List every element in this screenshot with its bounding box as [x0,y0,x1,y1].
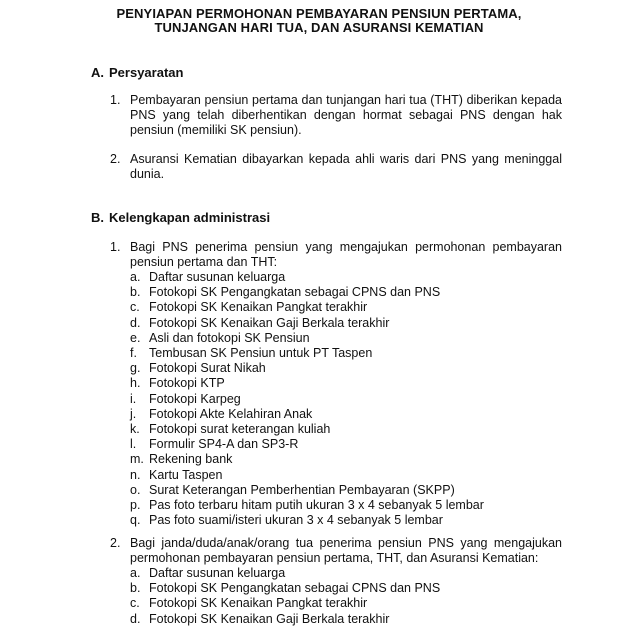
sublist-text: Fotokopi KTP [149,376,225,391]
sublist-letter: d. [130,315,141,330]
section-a-item-2 [110,152,562,182]
sublist-item [130,407,312,422]
sublist-item [130,392,241,407]
sublist-text: Surat Keterangan Pemberhentian Pembayaran (SKPP) [149,482,455,497]
sublist-letter: i. [130,391,137,406]
sublist-item [130,581,440,596]
sublist-text: Pas foto suami/isteri ukuran 3 x 4 sebanyak 5 lembar [149,513,443,528]
sublist-letter: k. [130,422,140,436]
section-a-heading [91,65,183,80]
sublist-letter: h. [130,376,141,391]
sublist-letter: o. [130,482,141,497]
section-b-item-1 [110,240,562,270]
sublist-letter: e. [130,330,141,345]
section-b-item-2 [110,536,562,566]
sublist-letter: f. [130,346,137,360]
item-text: Asuransi Kematian dibayarkan kepada ahli waris dari PNS yang meninggal dunia. [130,152,562,181]
sublist-item [130,285,440,300]
sublist-letter: g. [130,361,141,376]
item-number: 2. [110,536,121,550]
sublist-text: Daftar susunan keluarga [149,270,286,284]
sublist-item [130,513,443,528]
sublist-text: Fotokopi SK Pengangkatan sebagai CPNS dan PNS [149,581,441,596]
sublist-item [130,612,389,627]
sublist-letter: c. [130,300,140,315]
section-b-letter: B. [91,210,104,225]
sublist-item [130,376,225,391]
section-a-letter: A. [91,65,104,80]
sublist-text: Fotokopi SK Kenaikan Pangkat terakhir [149,300,368,315]
sublist-letter: j. [130,406,137,421]
sublist-item [130,361,266,376]
sublist-text: Fotokopi SK Kenaikan Pangkat terakhir [149,596,368,611]
sublist-text: Formulir SP4-A dan SP3-R [149,437,299,452]
sublist-letter: m. [130,452,144,467]
sublist-item [130,300,367,315]
sublist-text: Fotokopi Karpeg [149,391,241,406]
sublist-text: Rekening bank [149,452,233,467]
item-number: 2. [110,152,121,166]
sublist-item [130,437,298,452]
section-b-heading [91,210,270,225]
sublist-text: Fotokopi Surat Nikah [149,361,266,376]
sublist-text: Fotokopi SK Kenaikan Gaji Berkala terakhir [149,611,390,626]
sublist-letter: c. [130,596,140,611]
sublist-item [130,483,455,498]
sublist-item [130,331,310,346]
sublist-letter: p. [130,498,141,512]
sublist-item [130,346,372,361]
sublist-text: Asli dan fotokopi SK Pensiun [149,330,310,345]
sublist-text: Fotokopi SK Kenaikan Gaji Berkala terakhir [149,315,390,330]
document-title-line1: PENYIAPAN PERMOHONAN PEMBAYARAN PENSIUN PERTAMA, [116,6,522,21]
sublist-text: Fotokopi surat keterangan kuliah [149,422,331,436]
item-text: Bagi PNS penerima pensiun yang mengajukan permohonan pembayaran pensiun pertama dan THT: [130,240,562,269]
sublist-letter: l. [130,437,137,452]
sublist-letter: d. [130,611,141,626]
sublist-letter: q. [130,513,141,528]
sublist-item [130,316,389,331]
document-title-line2: TUNJANGAN HARI TUA, DAN ASURANSI KEMATIAN [154,20,484,35]
item-number: 1. [110,240,121,254]
sublist-item [130,270,285,285]
sublist-item [130,422,330,437]
sublist-letter: b. [130,581,141,596]
sublist-letter: n. [130,467,141,482]
sublist-text: Daftar susunan keluarga [149,566,286,580]
section-b-title: Kelengkapan administrasi [109,210,271,225]
sublist-letter: b. [130,285,141,300]
sublist-item [130,566,285,581]
sublist-text: Fotokopi Akte Kelahiran Anak [149,406,313,421]
sublist-item [130,596,367,611]
sublist-item [130,452,232,467]
sublist-letter: a. [130,270,141,284]
sublist-item [130,498,484,513]
section-a-title: Persyaratan [109,65,184,80]
item-number: 1. [110,93,121,107]
sublist-text: Tembusan SK Pensiun untuk PT Taspen [149,346,373,360]
sublist-letter: a. [130,566,141,580]
sublist-text: Pas foto terbaru hitam putih ukuran 3 x 4 sebanyak 5 lembar [149,498,484,512]
sublist-text: Fotokopi SK Pengangkatan sebagai CPNS dan PNS [149,285,441,300]
sublist-text: Kartu Taspen [149,467,223,482]
section-a-item-1 [110,93,562,138]
item-text: Pembayaran pensiun pertama dan tunjangan hari tua (THT) diberikan kepada PNS yang telah diberhentikan dengan hormat sebagai PNS dengan hak pensiun (memiliki SK pensiun). [130,93,562,137]
sublist-item [130,468,222,483]
item-text: Bagi janda/duda/anak/orang tua penerima pensiun PNS yang mengajukan permohonan pembayaran pensiun pertama, THT, dan Asuransi Kematian: [130,536,562,565]
